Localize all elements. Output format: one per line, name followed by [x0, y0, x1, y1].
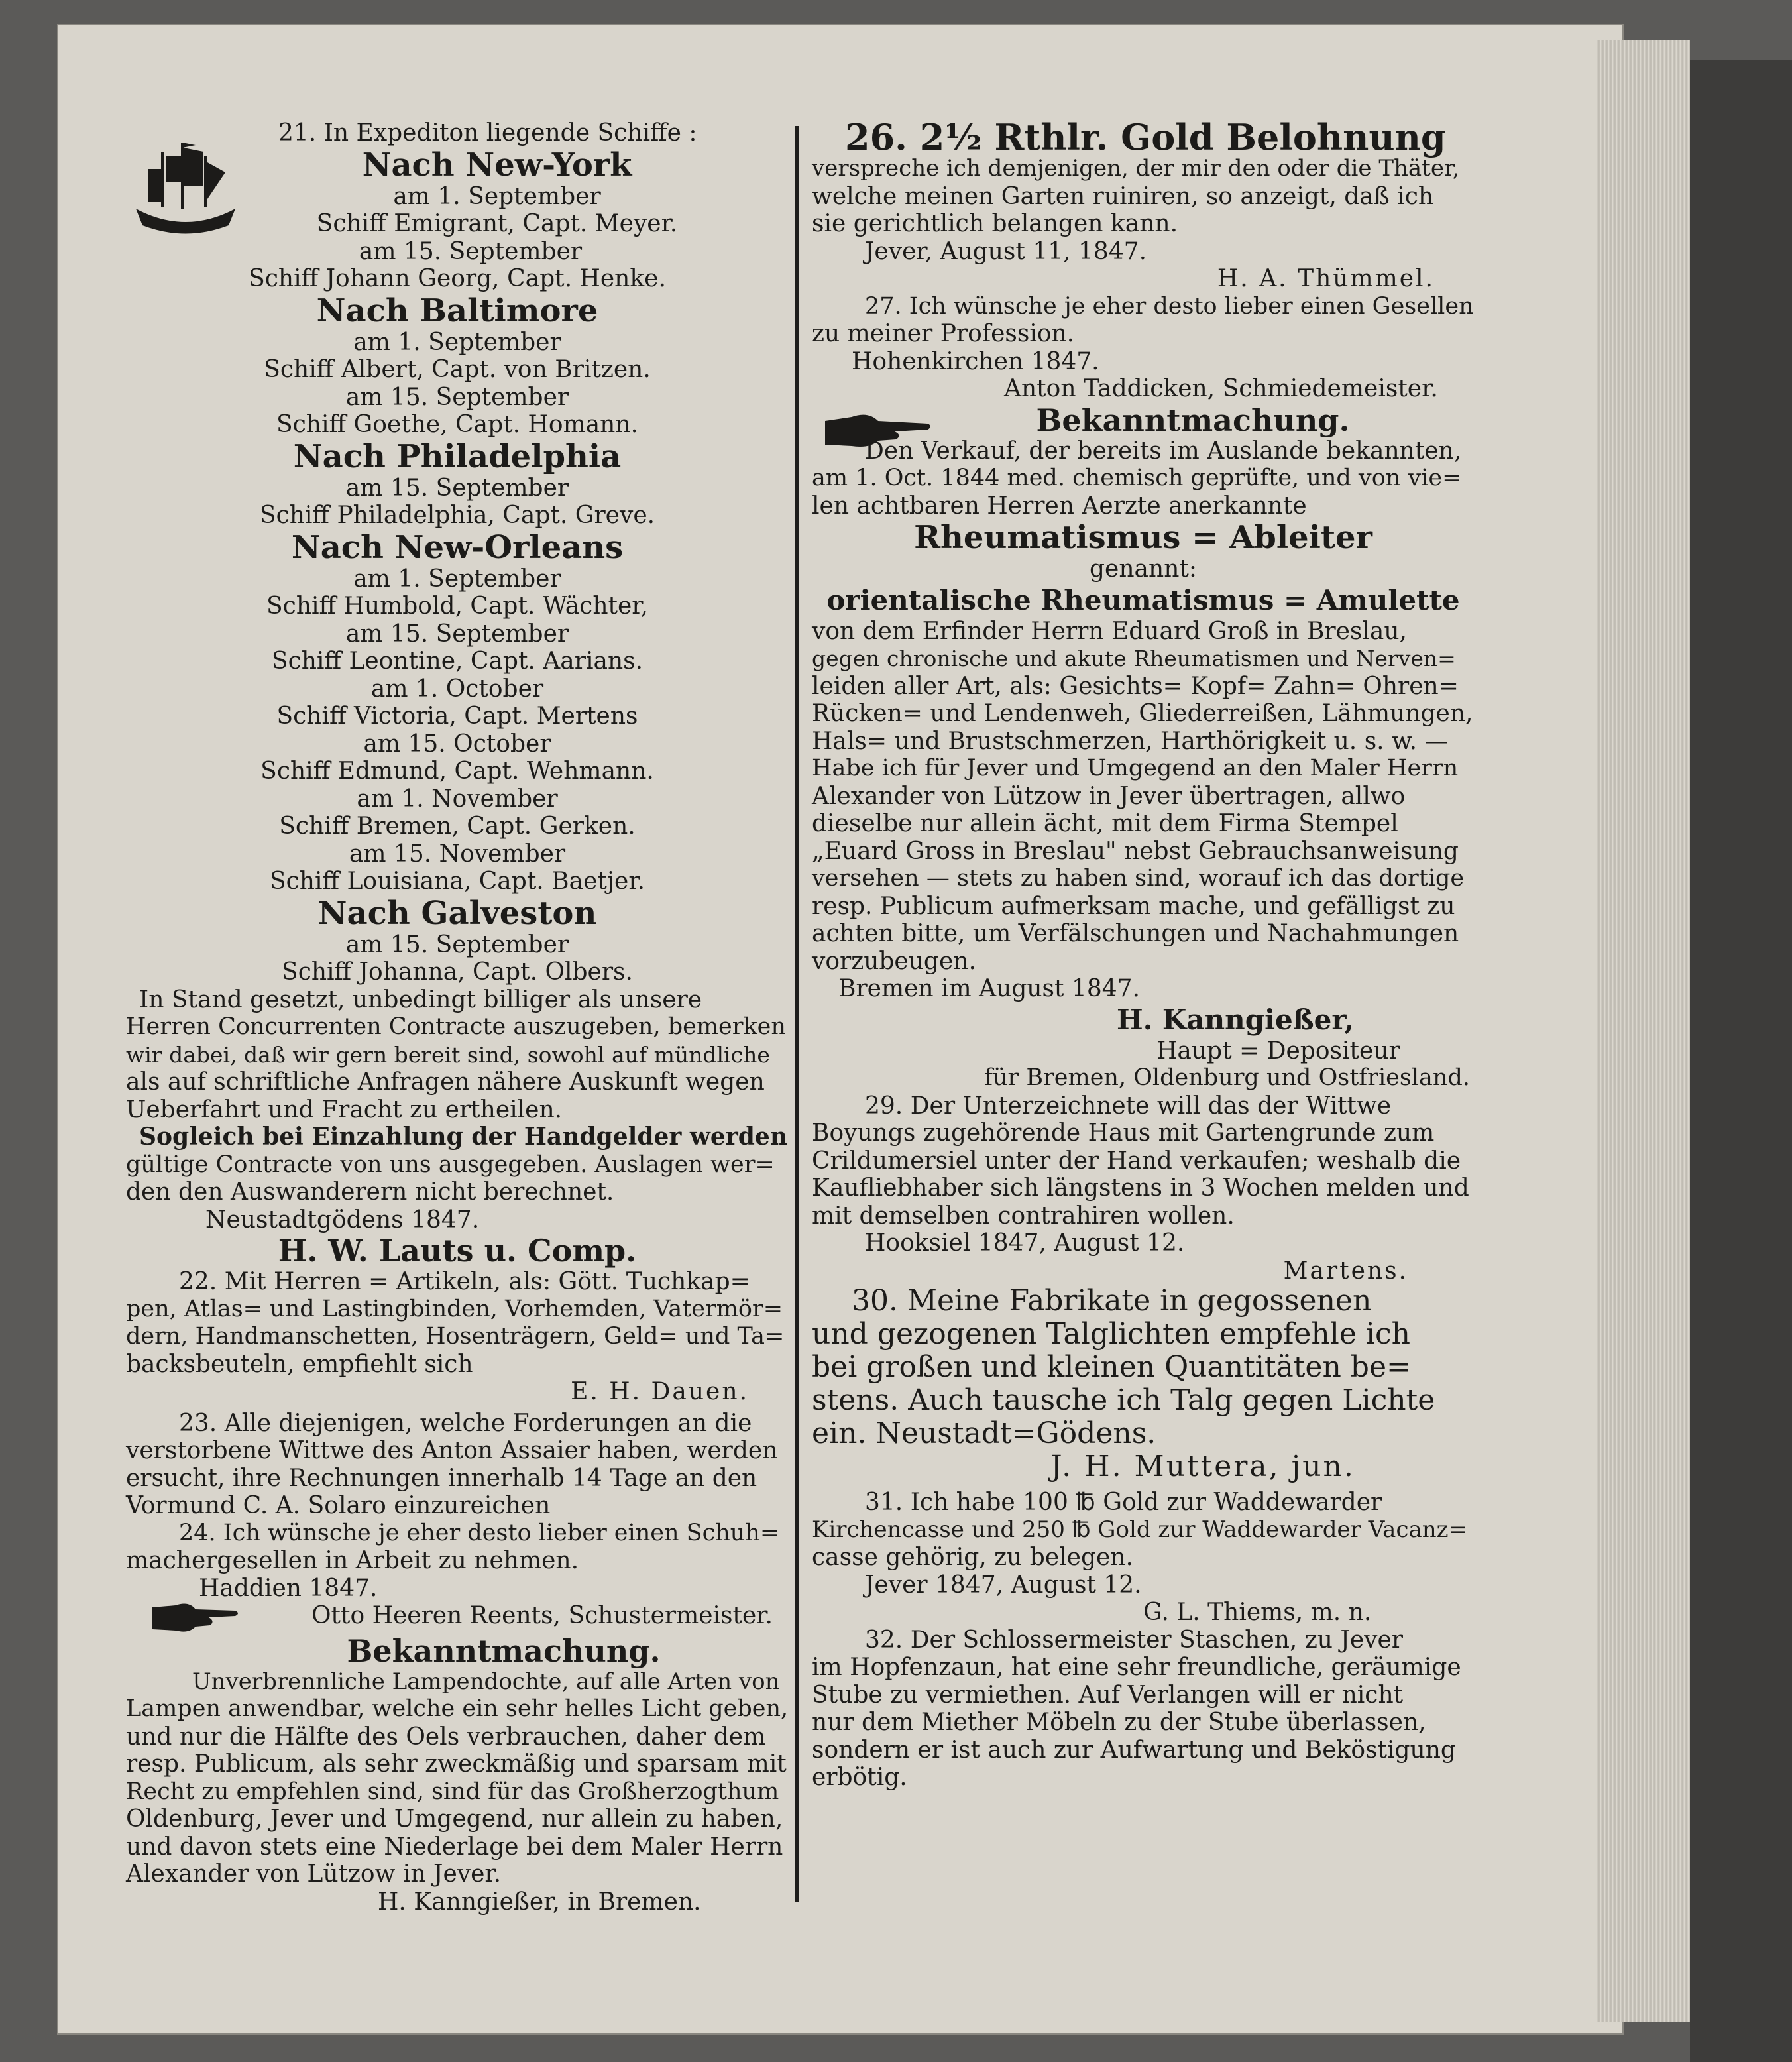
ad-signature: Haupt = Depositeur [1156, 1037, 1400, 1064]
sailing-date: am 15. September [345, 931, 569, 958]
ad-signature: Otto Heeren Reents, Schustermeister. [311, 1602, 773, 1629]
ad-text: Stube zu vermiethen. Auf Verlangen will er nicht [812, 1681, 1404, 1709]
ad-text: Kirchencasse und 250 ℔ Gold zur Waddewarder Vacanz= [812, 1516, 1468, 1543]
ad-text: Kaufliebhaber sich längstens in 3 Wochen melden und [812, 1174, 1469, 1202]
ad-text: Sogleich bei Einzahlung der Handgelder werden [139, 1123, 788, 1151]
ad-text: welche meinen Garten ruiniren, so anzeigt, daß ich [812, 182, 1434, 210]
sailing-date: am 1. September [353, 565, 561, 593]
ad-signature: G. L. Thiems, m. n. [1143, 1599, 1372, 1626]
ship-entry: Schiff Johanna, Capt. Olbers. [282, 958, 633, 986]
ad-text: machergesellen in Arbeit zu nehmen. [126, 1547, 579, 1574]
destination-philadelphia: Nach Philadelphia [293, 437, 622, 475]
ad-text: resp. Publicum, als sehr zweckmäßig und sparsam mit [126, 1750, 787, 1778]
ad-text: dern, Handmanschetten, Hosenträgern, Geld= und Ta= [126, 1323, 785, 1349]
ad-text: Den Verkauf, der bereits im Auslande bekannten, [865, 437, 1462, 465]
ad-text: dieselbe nur allein ächt, mit dem Firma Stempel [812, 810, 1398, 837]
ad-31-text: 31. Ich habe 100 ℔ Gold zur Waddewarder [865, 1489, 1382, 1516]
ship-entry: Schiff Johann Georg, Capt. Henke. [249, 265, 666, 292]
ad-text: In Stand gesetzt, unbedingt billiger als unsere [139, 986, 702, 1013]
ad-29-text: 29. Der Unterzeichnete will das der Wittwe [865, 1092, 1392, 1119]
sailing-date: am 15. September [359, 237, 583, 265]
ad-text: am 1. Oct. 1844 med. chemisch geprüfte, und von vie= [812, 465, 1462, 491]
ad-signature: H. Kanngießer, [1117, 1003, 1355, 1036]
ad-text: resp. Publicum aufmerksam mache, und gefälligst zu [812, 892, 1455, 920]
ad-text: mit demselben contrahiren wollen. [812, 1202, 1235, 1230]
ad-text: von dem Erfinder Herrn Eduard Groß in Breslau, [812, 617, 1407, 645]
ad-text: backsbeuteln, empfiehlt sich [126, 1350, 473, 1378]
ad-23-text: 23. Alle diejenigen, welche Forderungen an die [179, 1409, 752, 1437]
sailing-date: am 1. November [357, 785, 558, 813]
ad-text: verstorbene Wittwe des Anton Assaier haben, werden [126, 1437, 778, 1464]
ad-text: ein. Neustadt=Gödens. [812, 1416, 1156, 1450]
ad-text: bei großen und kleinen Quantitäten be= [812, 1350, 1411, 1384]
ad-text: achten bitte, um Verfälschungen und Nachahmungen [812, 920, 1459, 947]
ad-text: Boyungs zugehörende Haus mit Gartengrunde zum [812, 1119, 1435, 1147]
ad-text: vorzubeugen. [812, 947, 976, 975]
ad-text: und davon stets eine Niederlage bei dem Maler Herrn [126, 1833, 783, 1861]
page-edges [1597, 40, 1690, 2022]
ship-entry: Schiff Bremen, Capt. Gerken. [279, 813, 636, 840]
ad-signature: H. Kanngießer, in Bremen. [378, 1888, 701, 1916]
ship-entry: Schiff Humbold, Capt. Wächter, [266, 593, 648, 620]
ad-text: den den Auswanderern nicht berechnet. [126, 1178, 614, 1206]
ad-place-date: Haddien 1847. [199, 1574, 378, 1602]
sailing-date: am 15. September [345, 620, 569, 648]
ad-signature: H. W. Lauts u. Comp. [278, 1233, 637, 1269]
destination-galveston: Nach Galveston [317, 894, 597, 932]
ad-text: gegen chronische und akute Rheumatismen und Nerven= [812, 646, 1456, 671]
sailing-date: am 15. September [345, 383, 569, 411]
ad-text: Alexander von Lützow in Jever. [126, 1861, 502, 1888]
ad-place-date: Jever 1847, August 12. [865, 1571, 1142, 1599]
sailing-date: am 1. September [353, 328, 561, 356]
destination-new-york: Nach New-York [362, 146, 632, 184]
ad-text: „Euard Gross in Breslau" nebst Gebrauchsanweisung [812, 837, 1459, 865]
ad-text: versehen — stets zu haben sind, worauf ich das dortige [812, 865, 1465, 891]
ad-signature: Anton Taddicken, Schmiedemeister. [1004, 375, 1438, 402]
ship-entry: Schiff Goethe, Capt. Homann. [276, 411, 638, 438]
ad-text: sondern er ist auch zur Aufwartung und Beköstigung [812, 1736, 1456, 1764]
ad-place-date: Jever, August 11, 1847. [865, 237, 1147, 265]
ad-text: sie gerichtlich belangen kann. [812, 210, 1178, 237]
ad-text: und gezogenen Talglichten empfehle ich [812, 1317, 1410, 1351]
ad-text: casse gehörig, zu belegen. [812, 1544, 1133, 1571]
ad-21-heading: 21. In Expediton liegende Schiffe : [278, 119, 697, 146]
announcement-heading: Bekanntmachung. [1036, 402, 1350, 438]
product-name: Rheumatismus = Ableiter [914, 519, 1372, 556]
column-divider [795, 126, 799, 1902]
sailing-date: am 1. October [370, 675, 544, 703]
ad-text: Ueberfahrt und Fracht zu ertheilen. [126, 1096, 563, 1123]
left-column [126, 119, 789, 1916]
ad-text: nur dem Miether Möbeln zu der Stube überlassen, [812, 1709, 1426, 1736]
ad-signature: J. H. Muttera, jun. [1050, 1450, 1355, 1483]
ad-text: Unverbrennliche Lampendochte, auf alle Arten von [192, 1668, 780, 1695]
ad-26-heading: 26. 2½ Rthlr. Gold Belohnung [845, 116, 1446, 158]
ad-text: len achtbaren Herren Aerzte anerkannte [812, 492, 1307, 520]
ship-entry: Schiff Albert, Capt. von Britzen. [264, 356, 651, 383]
sailing-date: am 15. September [345, 474, 569, 502]
destination-new-orleans: Nach New-Orleans [291, 528, 624, 566]
ad-text: Oldenburg, Jever und Umgegend, nur allein zu haben, [126, 1805, 783, 1833]
book-shadow [1690, 60, 1792, 2062]
sailing-date: am 15. November [349, 840, 566, 868]
ad-text: zu meiner Profession. [812, 320, 1075, 347]
destination-baltimore: Nach Baltimore [316, 292, 598, 329]
ad-24-text: 24. Ich wünsche je eher desto lieber einen Schuh= [179, 1519, 780, 1546]
ad-text: Crildumersiel unter der Hand verkaufen; weshalb die [812, 1147, 1461, 1174]
ad-signature: E. H. Dauen. [571, 1378, 749, 1405]
ad-text: Habe ich für Jever und Umgegend an den Maler Herrn [812, 755, 1459, 781]
ad-text: Hals= und Brustschmerzen, Harthörigkeit u. s. w. — [812, 727, 1449, 755]
right-column [812, 116, 1475, 1792]
ad-32-text: 32. Der Schlossermeister Staschen, zu Jever [865, 1626, 1404, 1654]
ad-text: im Hopfenzaun, hat eine sehr freundliche, geräumige [812, 1654, 1461, 1681]
announcement-heading: Bekanntmachung. [347, 1632, 661, 1669]
ad-22-text: 22. Mit Herren = Artikeln, als: Gött. Tuchkap= [179, 1268, 750, 1295]
ad-text: Vormund C. A. Solaro einzureichen [126, 1492, 551, 1519]
ad-text: Lampen anwendbar, welche ein sehr helles Licht geben, [126, 1695, 789, 1722]
ad-text: pen, Atlas= und Lastingbinden, Vorhemden, Vatermör= [126, 1295, 783, 1322]
sailing-date: am 15. October [363, 730, 551, 758]
ad-text: stens. Auch tausche ich Talg gegen Lichte [812, 1383, 1435, 1417]
ad-text: Recht zu empfehlen sind, sind für das Großherzogthum [126, 1778, 779, 1805]
ad-place-date: Hohenkirchen 1847. [852, 347, 1099, 375]
ship-entry: Schiff Philadelphia, Capt. Greve. [259, 502, 655, 529]
ad-signature: für Bremen, Oldenburg und Ostfriesland. [984, 1064, 1470, 1091]
product-name: orientalische Rheumatismus = Amulette [826, 583, 1460, 616]
ad-text: erbötig. [812, 1764, 907, 1791]
ad-place-date: Neustadtgödens 1847. [205, 1206, 480, 1233]
ship-entry: Schiff Victoria, Capt. Mertens [276, 703, 638, 730]
ad-place-date: Bremen im August 1847. [838, 975, 1140, 1002]
ship-entry: Schiff Edmund, Capt. Wehmann. [260, 758, 654, 785]
ship-entry: Schiff Louisiana, Capt. Baetjer. [269, 868, 645, 895]
ad-place-date: Hooksiel 1847, August 12. [865, 1230, 1185, 1257]
ad-text: Herren Concurrenten Contracte auszugeben, bemerken [126, 1013, 786, 1040]
ad-27-text: 27. Ich wünsche je eher desto lieber einen Gesellen [865, 292, 1474, 319]
ad-text: genannt: [1090, 555, 1197, 583]
ad-text: gültige Contracte von uns ausgegeben. Auslagen wer= [126, 1151, 775, 1178]
ad-text: als auf schriftliche Anfragen nähere Auskunft wegen [126, 1068, 765, 1096]
ship-entry: Schiff Leontine, Capt. Aarians. [271, 648, 644, 675]
ad-text: leiden aller Art, als: Gesichts= Kopf= Zahn= Ohren= [812, 672, 1459, 700]
ad-text: ersucht, ihre Rechnungen innerhalb 14 Tage an den [126, 1464, 757, 1492]
sailing-date: am 1. September [393, 182, 601, 210]
ad-text: Rücken= und Lendenweh, Gliederreißen, Lähmungen, [812, 700, 1473, 727]
ad-text: wir dabei, daß wir gern bereit sind, sowohl auf mündliche [126, 1041, 770, 1068]
ad-signature: H. A. Thümmel. [1217, 265, 1435, 292]
ad-signature: Martens. [1283, 1257, 1408, 1285]
ad-text: Alexander von Lützow in Jever übertragen, allwo [812, 782, 1406, 810]
ad-text: und nur die Hälfte des Oels verbrauchen, daher dem [126, 1723, 766, 1750]
ad-30-text: 30. Meine Fabrikate in gegossenen [852, 1284, 1372, 1318]
ad-text: verspreche ich demjenigen, der mir den oder die Thäter, [812, 155, 1460, 182]
ship-entry: Schiff Emigrant, Capt. Meyer. [316, 210, 678, 237]
